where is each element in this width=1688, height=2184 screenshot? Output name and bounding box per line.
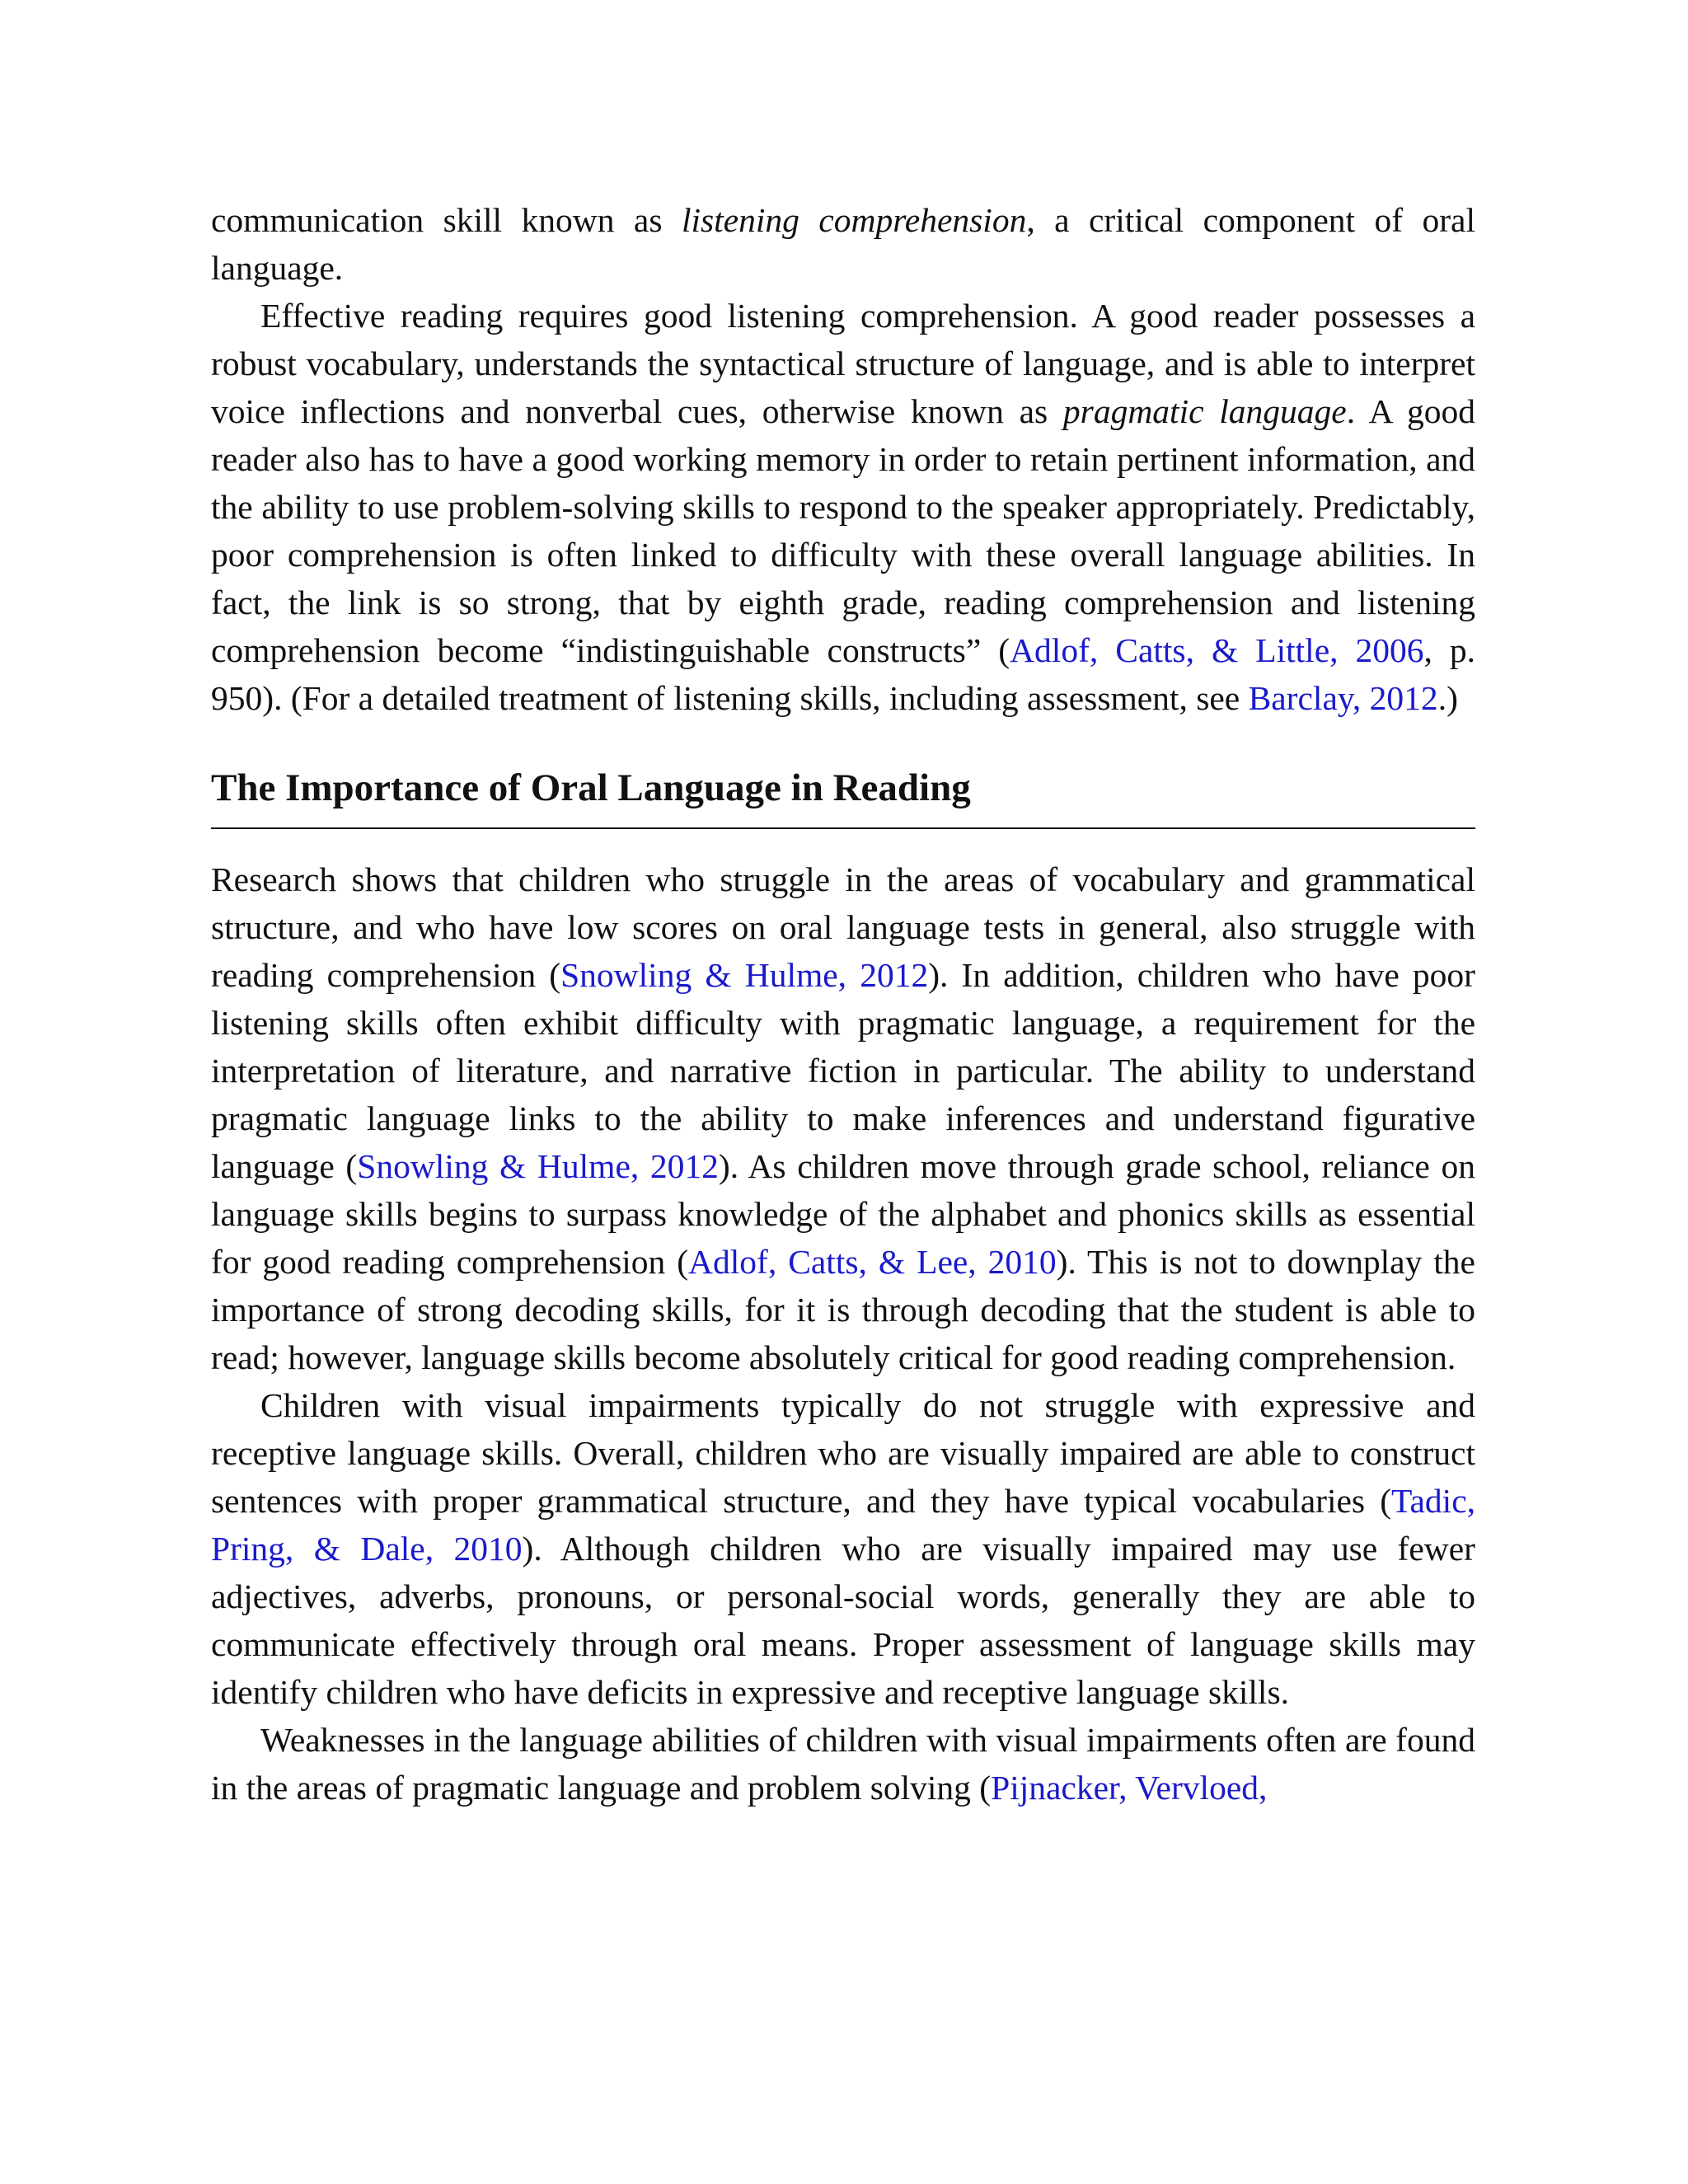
term-listening-comprehension: listening comprehension: [681, 201, 1027, 239]
paragraph-1: communication skill known as listening comprehension, a critical component of oral language.: [211, 201, 1475, 287]
citation-barclay-2012[interactable]: Barclay, 2012: [1248, 679, 1438, 717]
document-page: [211, 196, 1475, 1811]
paragraph-4: Children with visual impairments typically do not struggle with expressive and receptive language skills. Overall, children who are visually impaired are able to construct sentences with proper grammatical structure, and they have typical vocabularies (Tadic, Pring, & Dale, 2010). Although children who are visually impaired may use fewer adjectives, adverbs, pronouns, or personal-social words, generally they are able to communicate effectively through oral means. Proper assessment of language skills may identify children who have deficits in expressive and receptive language skills.: [211, 1386, 1475, 1711]
paragraph-2: Effective reading requires good listening comprehension. A good reader possesses a robust vocabulary, understands the syntactical structure of language, and is able to interpret voice inflections and nonverbal cues, otherwise known as pragmatic language. A good reader also has to have a good working memory in order to retain pertinent information, and the ability to use problem-solving skills to respond to the speaker appropriately. Predictably, poor comprehension is often linked to difficulty with these overall language abilities. In fact, the link is so strong, that by eighth grade, reading comprehension and listening comprehension become “indistinguishable constructs” (Adlof, Catts, & Little, 2006, p. 950). (For a detailed treatment of listening skills, including assessment, see Barclay, 2012.): [211, 297, 1476, 717]
citation-snowling-hulme-2012-second[interactable]: Snowling & Hulme, 2012: [357, 1147, 719, 1185]
citation-pijnacker-vervloed[interactable]: Pijnacker, Vervloed,: [991, 1769, 1268, 1807]
citation-adlof-catts-little-2006[interactable]: Adlof, Catts, & Little, 2006: [1010, 631, 1424, 669]
citation-tadic-pring-dale-2010[interactable]: Tadic, Pring, & Dale, 2010: [211, 1482, 1475, 1568]
paragraph-3: Research shows that children who struggle in the areas of vocabulary and grammatical structure, and who have low scores on oral language tests in general, also struggle with reading comprehension (Snowling & Hulme, 2012). In addition, children who have poor listening skills often exhibit difficulty with pragmatic language, a requirement for the interpretation of literature, and narrative fiction in particular. The ability to understand pragmatic language links to the ability to make inferences and understand figurative language (Snowling & Hulme, 2012). As children move through grade school, reliance on language skills begins to surpass knowledge of the alphabet and phonics skills as essential for good reading comprehension (Adlof, Catts, & Lee, 2010). This is not to downplay the importance of strong decoding skills, for it is through decoding that the student is able to read; however, language skills become absolutely critical for good reading comprehension.: [211, 860, 1476, 1376]
citation-adlof-catts-lee-2010[interactable]: Adlof, Catts, & Lee, 2010: [688, 1243, 1057, 1281]
section-heading: The Importance of Oral Language in Reading: [211, 763, 1475, 829]
citation-snowling-hulme-2012[interactable]: Snowling & Hulme, 2012: [560, 956, 929, 994]
term-pragmatic-language: pragmatic language: [1062, 392, 1347, 430]
paragraph-5: Weaknesses in the language abilities of children with visual impairments often are found in the areas of pragmatic language and problem solving (Pijnacker, Vervloed,: [211, 1721, 1475, 1807]
